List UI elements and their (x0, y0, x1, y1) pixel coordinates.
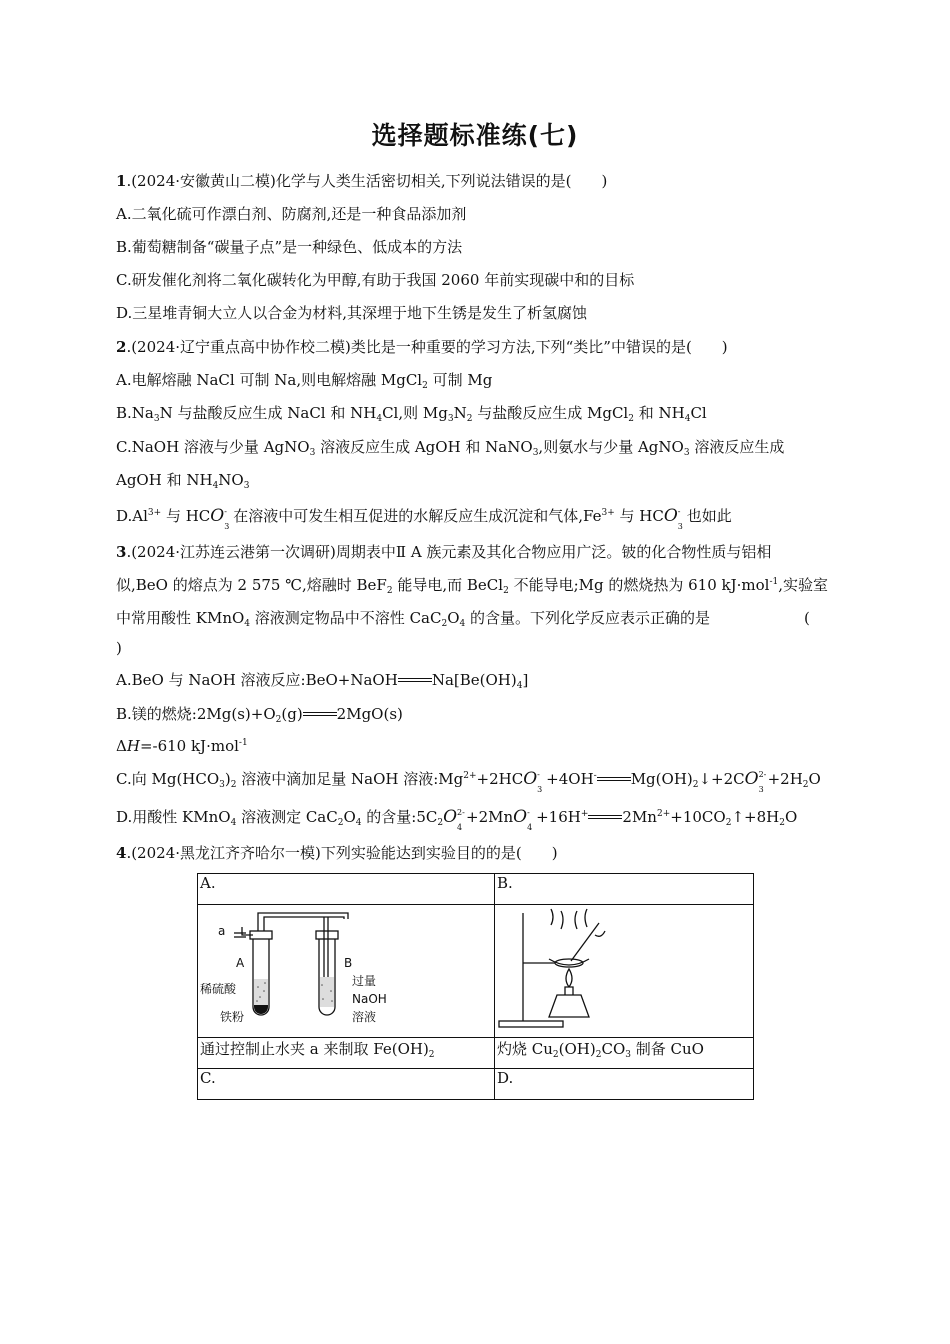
q3-option-a: A.BeO 与 NaOH 溶液反应:BeO+NaOH $Na[Be(OH)_4]$ (116, 671, 529, 691)
label-iron: 铁粉 (220, 1010, 245, 1024)
q4-option-b-label: B. (495, 874, 754, 905)
connecting-tube (258, 913, 348, 931)
flame (566, 969, 572, 987)
q1-stem-text: .(2024·安徽黄山二模)化学与人类生活密切相关,下列说法错误的是( ) (126, 172, 608, 190)
q2-option-b: $B.Na_3N$ 与盐酸反应生成 NaCl 和 $NH_4Cl$,则 $Mg_3N_2$ 与盐酸反应生成 MgCl$_2$ 和 $NH_4Cl$ (116, 404, 707, 424)
q2-option-d: $D.Al^{3+}$ 与 HCO - 3 在溶液中可发生相互促进的水解反应生成沉淀和气体$,Fe^{3+}$ 与 HCO - 3 也如此 (116, 506, 732, 531)
q1-option-a: A.二氧化硫可作漂白剂、防腐剂,还是一种食品添加剂 (116, 205, 467, 223)
q4-figure-b-cell (495, 905, 754, 1038)
stopper-a (250, 931, 272, 939)
q4-options-table (197, 873, 754, 1100)
q2-stem-text: .(2024·辽宁重点高中协作校二模)类比是一种重要的学习方法,下列“类比”中错误的是( ) (126, 338, 728, 356)
q3-stem-2: 似,BeO 的熔点为 2 575 ℃,熔融时 BeF$_2$ 能导电,而 BeCl$_2$ 不能导电;Mg 的燃烧热为 610 kJ·mol$^{-1}$,实验室 (116, 576, 828, 596)
q1-option-b: B.葡萄糖制备“碳量子点”是一种绿色、低成本的方法 (116, 238, 463, 256)
q4-option-d-label: D. (495, 1069, 754, 1100)
label-naoh: NaOH (352, 992, 387, 1006)
q2-option-c-cont: AgOH 和 $NH_4NO_3$ (116, 471, 250, 491)
stir-arrow (595, 931, 605, 936)
stand-base (499, 1021, 563, 1027)
q3-option-d: D.用酸性 KMnO$_4$ 溶液测定 $CaC_2O_4$ 的含量$:5C_2O$ 2- 4 +2MnO - 4 +16H+ $2Mn^{2+}+10CO_2↑+8H_2O$ (116, 807, 798, 832)
q2-stem (116, 337, 836, 357)
q3-answer-paren-close: ) (116, 639, 122, 657)
glass-rod (571, 923, 599, 961)
q3-option-b: B.镁的燃烧$:2Mg(s)+O_2(g)$ 2MgO(s) (116, 705, 403, 725)
q1-option-c: C.研发催化剂将二氧化碳转化为甲醇,有助于我国 2060 年前实现碳中和的目标 (116, 271, 635, 289)
q3-stem-1: 3.(2024·江苏连云港第一次调研)周期表中Ⅱ A 族元素及其化合物应用广泛。铍的化合物性质与铝相 (116, 543, 772, 561)
q4-stem-text: .(2024·黑龙江齐齐哈尔一模)下列实验能达到实验目的的是( ) (126, 844, 558, 862)
q2-option-c: C.NaOH 溶液与少量 AgNO$_3$ 溶液反应生成 AgOH 和 NaNO$_3$,则氨水与少量 AgNO$_3$ 溶液反应生成 (116, 438, 785, 458)
q4-caption-a: 通过控制止水夹 a 来制取 $Fe(OH)_2$ (198, 1038, 495, 1069)
label-a: a (218, 924, 226, 938)
q3-number: 3 (116, 543, 127, 561)
label-excess: 过量 (352, 974, 377, 988)
q4-stem (116, 843, 836, 863)
q2-option-a: A.电解熔融 NaCl 可制 Na,则电解熔融 MgCl$_2$ 可制 Mg (116, 371, 493, 391)
q3-answer-paren-open: ( (804, 609, 810, 627)
stopper-b (316, 931, 338, 939)
page-title: 选择题标准练(七) (371, 121, 579, 150)
label-acid: 稀硫酸 (200, 982, 237, 996)
q2-number: 2 (116, 338, 127, 356)
q3-stem-3: 中常用酸性 KMnO$_4$ 溶液测定物品中不溶性 $CaC_2O_4$ 的含量。下列化学反应表示正确的是 ( (116, 609, 810, 629)
q4-option-a-label: A. (198, 874, 495, 905)
q3-option-c: C.向 $Mg(HCO_3)_2$ 溶液中滴加足量 NaOH 溶液$:Mg^{2+}+2HCO$ - 3 +4OH- $Mg(OH)_2↓+2CO$ 2- 3 $+2H_2O$ (116, 769, 821, 794)
naoh-liquid (320, 977, 334, 1007)
label-solution: 溶液 (352, 1010, 377, 1024)
acid-liquid (254, 979, 268, 1007)
label-tube-b: B (344, 956, 353, 970)
q4-number: 4 (116, 844, 127, 862)
apparatus-b-diagram (495, 905, 753, 1033)
q1-number: 1 (116, 172, 127, 190)
label-tube-a: A (236, 956, 245, 970)
q4-option-c-label: C. (198, 1069, 495, 1100)
q3-delta-h: ΔH=-610 kJ·mol$^{-1}$ (116, 737, 248, 755)
q1-option-d: D.三星堆青铜大立人以合金为材料,其深埋于地下生锈是发生了析氢腐蚀 (116, 304, 588, 322)
q4-caption-b: 灼烧 $Cu_2(OH)_2CO_3$ 制备 CuO (495, 1038, 754, 1069)
apparatus-a-diagram (198, 905, 494, 1033)
spirit-lamp (549, 995, 589, 1017)
q4-figure-a-cell (198, 905, 495, 1038)
q1-stem (116, 171, 836, 191)
